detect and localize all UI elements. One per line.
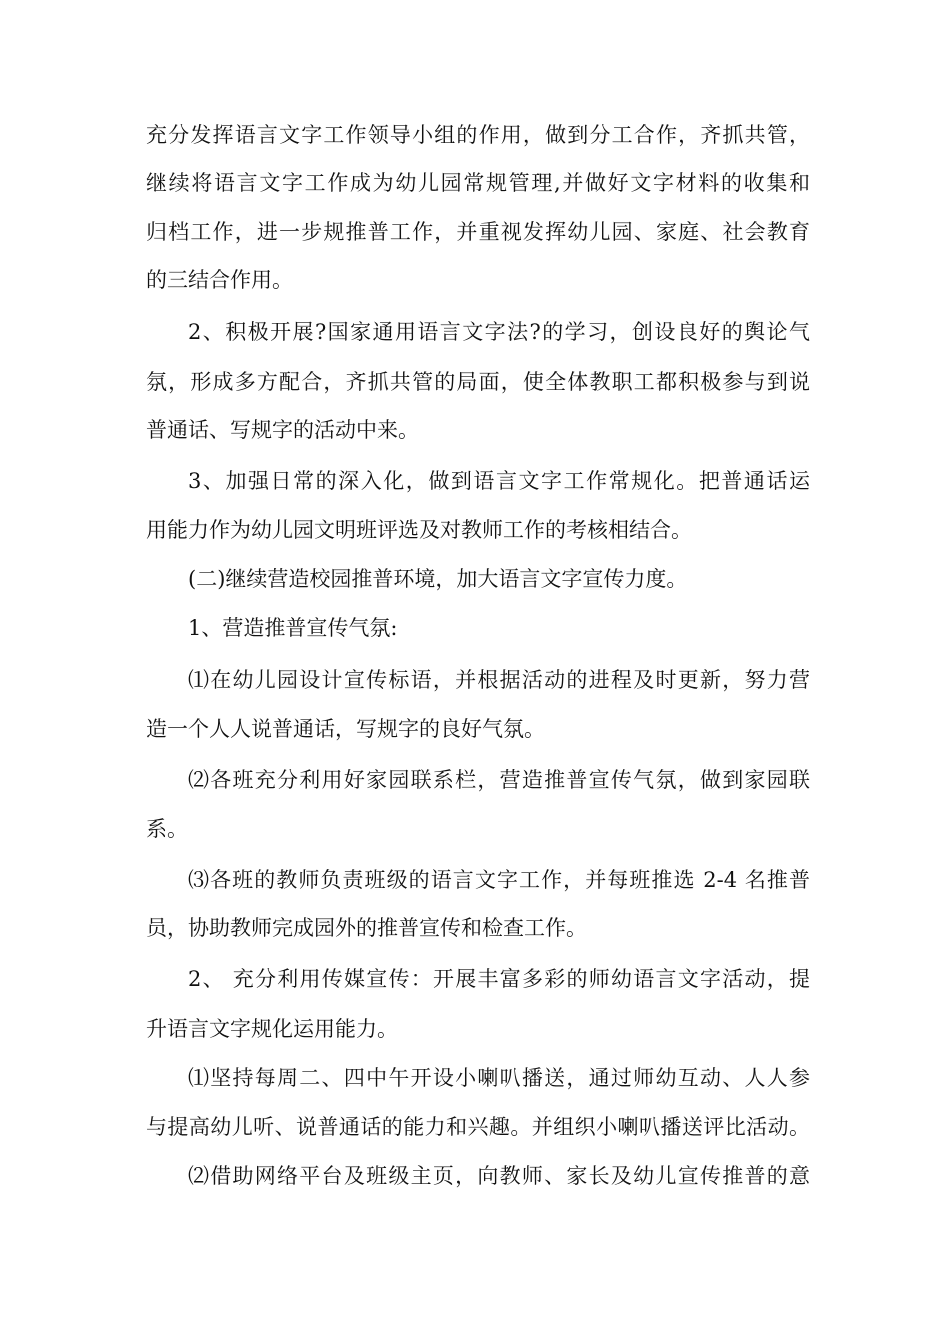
subsection-heading: 1、营造推普宣传气氛: (188, 616, 398, 640)
paragraph-start-line: 2、积极开展?国家通用语言文字法?的学习，创设良好的舆论气 (188, 320, 810, 344)
paragraph-start-line: ⑴在幼儿园设计宣传标语，并根据活动的进程及时更新，努力营 (188, 668, 810, 692)
text-line: 充分发挥语言文字工作领导小组的作用，做到分工合作，齐抓共管， (146, 123, 810, 147)
text-line: 的三结合作用。 (146, 268, 293, 292)
text-line: 归档工作，进一步规推普工作，并重视发挥幼儿园、家庭、社会教育 (146, 220, 810, 244)
text-line: 造一个人人说普通话，写规字的良好气氛。 (146, 717, 545, 741)
paragraph-start-line: ⑶各班的教师负责班级的语言文字工作，并每班推选 2-4 名推普 (188, 868, 810, 892)
text-line: 系。 (146, 817, 188, 841)
paragraph-start-line: ⑵各班充分利用好家园联系栏，营造推普宣传气氛，做到家园联 (188, 768, 810, 792)
section-heading: (二)继续营造校园推普环境，加大语言文字宣传力度。 (188, 567, 688, 591)
text-line: 员，协助教师完成园外的推普宣传和检查工作。 (146, 916, 587, 940)
paragraph-start-line: ⑴坚持每周二、四中午开设小喇叭播送，通过师幼互动、人人参 (188, 1066, 810, 1090)
text-line: 普通话、写规字的活动中来。 (146, 418, 419, 442)
text-line: 升语言文字规化运用能力。 (146, 1017, 398, 1041)
paragraph-start-line: 3、加强日常的深入化，做到语言文字工作常规化。把普通话运 (188, 469, 810, 493)
paragraph-start-line: ⑵借助网络平台及班级主页，向教师、家长及幼儿宣传推普的意 (188, 1164, 810, 1188)
paragraph-start-line: 2、 充分利用传媒宣传：开展丰富多彩的师幼语言文字活动，提 (188, 967, 810, 991)
text-line: 继续将语言文字工作成为幼儿园常规管理,并做好文字材料的收集和 (146, 171, 810, 195)
text-line: 与提高幼儿听、说普通话的能力和兴趣。并组织小喇叭播送评比活动。 (146, 1115, 810, 1139)
text-line: 用能力作为幼儿园文明班评选及对教师工作的考核相结合。 (146, 518, 692, 542)
text-line: 氛，形成多方配合，齐抓共管的局面，使全体教职工都积极参与到说 (146, 370, 810, 394)
